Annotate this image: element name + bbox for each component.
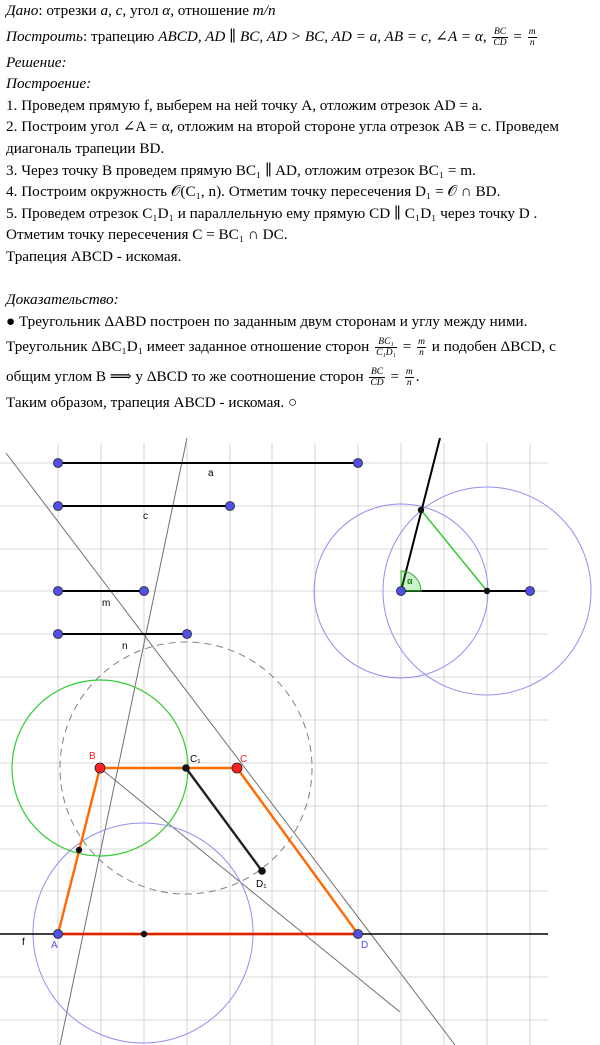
label-A: A [51,940,58,951]
construction-lines [6,438,455,1045]
ratio-fraction-mn: $\frac{m}{n}$ [528,26,536,48]
proof-line-1: ● Треугольник ΔABD построен по заданным двум сторонам и углу между ними. [6,312,528,330]
construction-label: Построение: [6,75,92,93]
label-a: a [208,468,214,479]
figure-labels [22,468,413,951]
proof-line-4: Таким образом, трапеция ABCD - искомая. ○ [6,394,298,412]
step-5: 5. Проведем отрезок C₁D₁ и параллельную ему прямую CD ∥ C₁D₁ через точку D . [6,204,538,222]
given-label: Дано [6,2,39,19]
solution-label: Решение: [6,53,67,71]
given-line: Дано: отрезки a, c, угол α, отношение m/n [6,2,276,19]
proof-line-3: общим углом B ⟹ у ΔBCD то же соотношение сторон $\frac{BC}{CD}$ = $\frac{m}{n}$ . [6,367,420,389]
construct-line: Построить: трапецию ABCD, AD ∥ BC, AD > BC, AD = a, AB = c, ∠A = α, $\frac{BC}{CD}$ = $\frac{m}{n}$ [6,26,536,48]
step-2: 2. Построим угол ∠A = α, отложим на второй стороне угла отрезок AB = c. Проведем диагональ трапеции BD. [6,118,559,157]
step-3: 3. Через точку B проведем прямую BC₁ ∥ AD, отложим отрезок BC₁ = m. [6,161,476,179]
label-D: D [361,940,369,951]
label-n: n [122,641,128,652]
proof-line-2: Треугольник ΔBC₁D₁ имеет заданное отношение сторон $\frac{\text{BC₁}}{\text{C₁D₁}}$ = $\frac{m}{n}$ и подобен ΔBCD, с [6,337,556,359]
solution-text [6,0,598,414]
label-C1: C₁ [190,754,201,765]
step-1: 1. Проведем прямую f, выберем на ней точку A, отложим отрезок AD = a. [6,96,483,114]
angle-construction [401,438,530,591]
construct-label: Построить [6,27,83,45]
label-alpha: α [407,576,413,586]
label-B: B [89,751,96,762]
figure-points [54,459,535,939]
step-5b: Отметим точку пересечения C = BC₁ ∩ DC. [6,226,288,244]
label-D1: D₁ [256,879,267,890]
trapezoid [58,768,358,934]
geometry-figure [0,438,600,1045]
label-c: c [143,511,148,522]
label-f: f [22,937,25,948]
label-m: m [102,598,111,609]
step-4: 4. Построим окружность 𝒪(C₁, n). Отметим точку пересечения D₁ = 𝒪 ∩ BD. [6,183,501,201]
conclusion: Трапеция ABCD - искомая. [6,247,182,265]
label-C: C [240,754,248,765]
proof-label: Доказательство: [6,291,119,309]
ratio-fraction: $\frac{BC}{CD}$ [493,26,507,48]
